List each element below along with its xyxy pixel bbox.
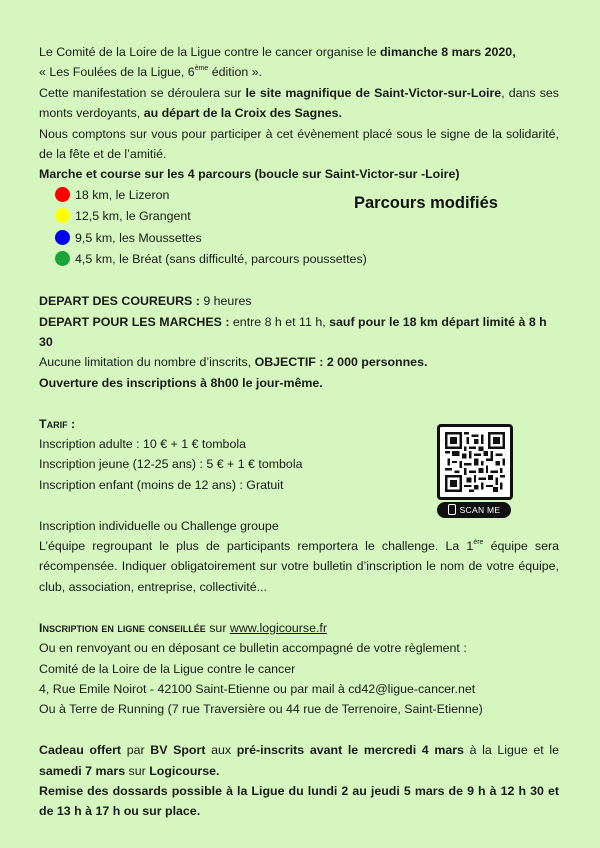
depart-marches-note: sauf pour le 18 km départ limité à 8 h 30 — [39, 314, 547, 350]
flyer — [39, 42, 559, 822]
course-item-moussettes — [39, 228, 559, 250]
remise-text: Remise des dossards possible à la Ligue du lundi 2 au jeudi 5 mars de 9 h à 12 h 30 et de 13 h à 17 h ou sur place. — [39, 783, 559, 819]
challenge-text-2: équipe sera récompensée. Indiquer obligatoirement sur votre bulletin d’inscription le nom de votre équipe, club, association, entreprise, collectivité... — [39, 539, 560, 594]
ouverture-text: Ouverture des inscriptions à 8h00 le jour-même. — [39, 375, 323, 390]
challenge-sup: ère — [473, 539, 484, 547]
venue-site: le site magnifique de Saint-Victor-sur-Loire — [245, 85, 502, 100]
venue-pre: Cette manifestation se déroulera sur — [39, 85, 246, 100]
course-label: 18 km, le Lizeron — [75, 187, 170, 202]
cadeau-2: par — [121, 743, 151, 758]
courses-section — [39, 164, 559, 270]
cadeau-1: Cadeau offert — [39, 743, 122, 758]
courses-heading-text: Marche et course sur les 4 parcours (boucle sur Saint-Victor-sur -Loire) — [39, 167, 460, 182]
tarif-jeune: Inscription jeune (12-25 ans) : 5 € + 1 € tombola — [39, 457, 303, 472]
venue-mid: , dans ses monts verdoyants, — [39, 85, 560, 121]
green-dot-icon — [55, 251, 70, 266]
challenge-line-2 — [39, 536, 559, 597]
intro-line-4: Nous comptons sur vous pour participer à cet évènement placé sous le signe de la solidarité, de la fête et de l’amitié. — [39, 126, 559, 162]
qr-code-block[interactable] — [437, 424, 513, 518]
depart-marches-value: entre 8 h et 11 h, — [229, 314, 330, 329]
tarif-heading-text: Tarif : — [39, 416, 76, 431]
intro-line-3 — [39, 83, 559, 124]
depart-marches — [39, 312, 559, 353]
course-item-breat — [39, 249, 559, 271]
intro-text: Le Comité de la Loire de la Ligue contre le cancer organise le — [39, 45, 380, 59]
course-label: 12,5 km, le Grangent — [75, 209, 191, 224]
cadeau-7: samedi 7 mars — [39, 763, 126, 778]
depart-marches-label: DEPART POUR LES MARCHES : — [39, 314, 230, 329]
ouverture — [39, 373, 559, 393]
cadeau-3: BV Sport — [150, 743, 206, 758]
cadeau-9: Logicourse. — [149, 763, 220, 778]
remise-dossards — [39, 781, 559, 822]
phone-icon — [448, 504, 456, 515]
yellow-dot-icon — [55, 208, 70, 223]
intro-line-2 — [39, 62, 559, 82]
red-dot-icon — [55, 187, 70, 202]
cadeau-8: sur — [125, 763, 150, 778]
event-name: « Les Foulées de la Ligue, 6 — [39, 65, 195, 80]
inscription-line-4: 4, Rue Emile Noirot - 42100 Saint-Etienne ou par mail à cd42@ligue-cancer.net — [39, 681, 476, 696]
parcours-modifies-badge: Parcours modifiés — [354, 194, 498, 213]
intro-line-1 — [39, 42, 559, 62]
cadeau-5: pré-inscrits avant le mercredi 4 mars — [236, 743, 464, 758]
logicourse-link[interactable]: www.logicourse.fr — [229, 620, 327, 635]
cadeau-6: à la Ligue et le — [463, 743, 559, 758]
inscription-line-2: Ou en renvoyant ou en déposant ce bulletin accompagné de votre règlement : — [39, 641, 467, 656]
inscription-mid: sur — [205, 620, 230, 635]
course-label: 9,5 km, les Moussettes — [75, 230, 202, 245]
venue-start: au départ de la Croix des Sagnes. — [143, 106, 343, 121]
cadeau-paragraph — [39, 740, 559, 781]
event-date: dimanche 8 mars 2020, — [379, 45, 516, 59]
depart-coureurs-label: DEPART DES COUREURS : — [39, 294, 200, 309]
challenge-text: L’équipe regroupant le plus de participants remportera le challenge. La 1 — [39, 539, 474, 554]
scan-me-button[interactable] — [437, 502, 511, 518]
objectif: OBJECTIF : 2 000 personnes. — [254, 355, 428, 370]
blue-dot-icon — [55, 230, 70, 245]
tarif-section — [39, 414, 559, 515]
limitation-text: Aucune limitation du nombre d’inscrits, — [39, 355, 255, 370]
course-label: 4,5 km, le Bréat (sans difficulté, parcours poussettes) — [75, 252, 367, 267]
tarif-adulte: Inscription adulte : 10 € + 1 € tombola — [39, 437, 246, 452]
limitation — [39, 352, 559, 372]
courses-heading — [39, 164, 559, 184]
depart-coureurs — [39, 291, 559, 311]
depart-coureurs-value: 9 heures — [199, 294, 252, 309]
qr-code-icon[interactable] — [437, 424, 513, 500]
edition-text: édition ». — [208, 65, 263, 80]
scan-me-label: SCAN ME — [459, 504, 501, 515]
edition-sup: ème — [194, 65, 209, 73]
inscription-line-3: Comité de la Loire de la Ligue contre le cancer — [39, 661, 296, 676]
tarif-enfant: Inscription enfant (moins de 12 ans) : Gratuit — [39, 477, 284, 492]
inscription-heading-text: Inscription en ligne conseillée — [39, 620, 206, 635]
inscription-heading — [39, 618, 559, 638]
challenge-line-1: Inscription individuelle ou Challenge groupe — [39, 518, 279, 533]
inscription-line-5: Ou à Terre de Running (7 rue Traversière ou 44 rue de Terrenoire, Saint-Etienne) — [39, 702, 483, 717]
cadeau-4: aux — [205, 743, 237, 758]
